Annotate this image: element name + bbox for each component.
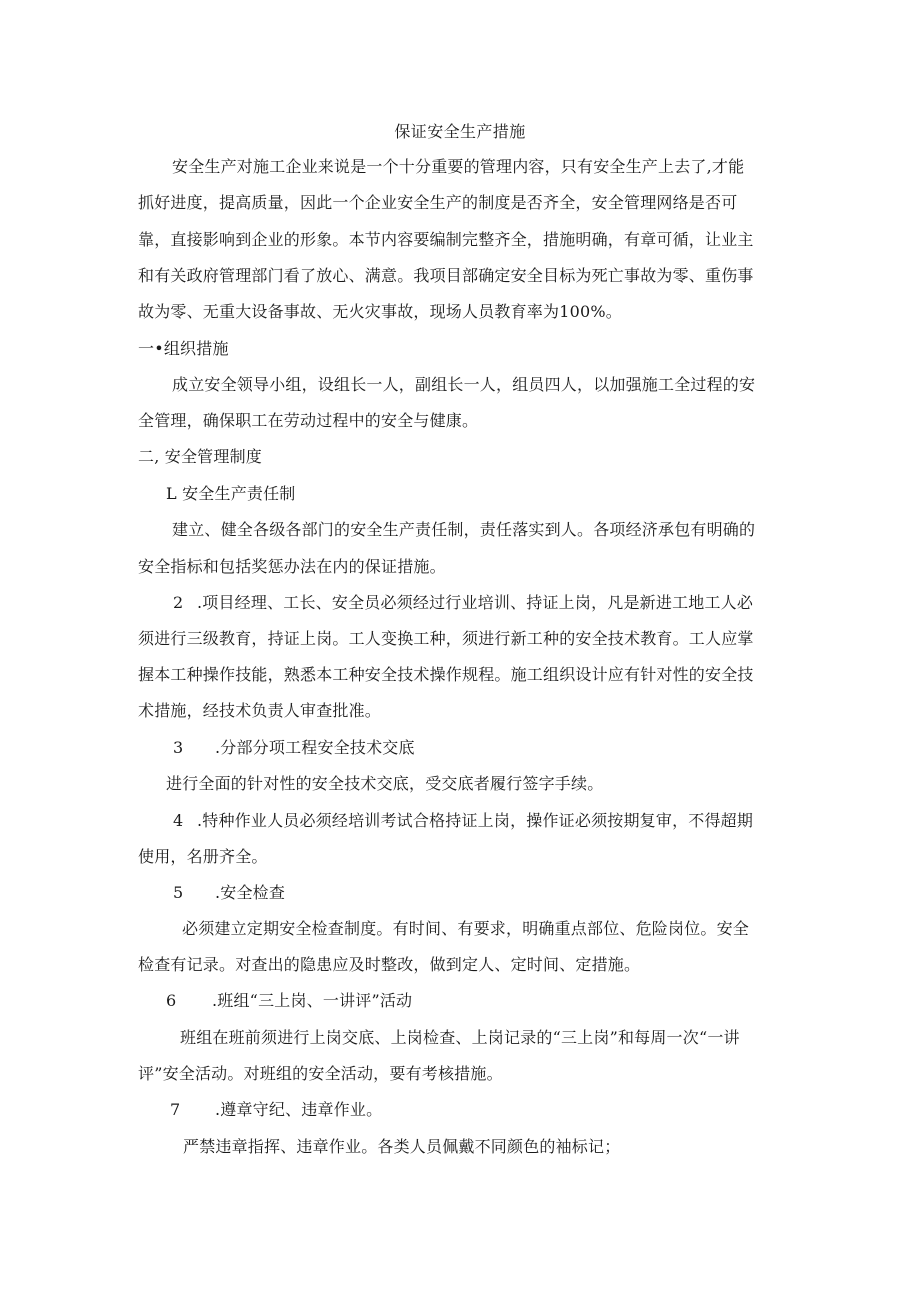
item5-heading: .安全检查	[215, 883, 286, 902]
item3-heading: .分部分项工程安全技术交底	[215, 738, 415, 757]
item6-body-line: 评”安全活动。对班组的安全活动，要有考核措施。	[138, 1064, 503, 1083]
item4-line: 使用，名册齐全。	[138, 847, 268, 866]
item6-heading: .班组“三上岗、一讲评”活动	[212, 991, 413, 1010]
item1-body-line: 安全指标和包括奖惩办法在内的保证措施。	[138, 557, 446, 576]
item4-line: .特种作业人员必须经培训考试合格持证上岗，操作证必须按期复审，不得超期	[197, 811, 754, 830]
intro-line: 故为零、无重大设备事故、无火灾事故，现场人员教育率为100%。	[138, 302, 622, 321]
intro-line: 安全生产对施工企业来说是一个十分重要的管理内容，只有安全生产上去了,才能	[172, 157, 745, 176]
section1-body-line: 全管理，确保职工在劳动过程中的安全与健康。	[138, 411, 479, 430]
item3-body: 进行全面的针对性的安全技术交底，受交底者履行签字手续。	[166, 774, 604, 793]
item2-line: 须进行三级教育，持证上岗。工人变换工种，须进行新工种的安全技术教育。工人应掌	[138, 629, 754, 648]
item2-line: 术措施，经技术负责人审查批准。	[138, 701, 382, 720]
item2-line: 握本工种操作技能，熟悉本工种安全技术操作规程。施工组织设计应有针对性的安全技	[138, 665, 754, 684]
item4-number: 4	[173, 811, 184, 830]
item1-heading: L 安全生产责任制	[166, 484, 296, 503]
item7-body: 严禁违章指挥、违章作业。各类人员佩戴不同颜色的袖标记；	[183, 1137, 621, 1156]
intro-line: 和有关政府管理部门看了放心、满意。我项目部确定安全目标为死亡事故为零、重伤事	[138, 266, 754, 285]
document-title: 保证安全生产措施	[394, 122, 526, 141]
item7-number: 7	[170, 1100, 181, 1119]
section-heading-organization: 一•组织措施	[138, 339, 229, 358]
item7-heading: .遵章守纪、违章作业。	[215, 1100, 383, 1119]
item3-number: 3	[173, 738, 184, 757]
item5-number: 5	[173, 883, 184, 902]
item5-body-line: 必须建立定期安全检查制度。有时间、有要求，明确重点部位、危险岗位。安全	[182, 919, 750, 938]
intro-line: 抓好进度，提高质量，因此一个企业安全生产的制度是否齐全，安全管理网络是否可	[138, 193, 738, 212]
item5-body-line: 检查有记录。对查出的隐患应及时整改，做到定人、定时间、定措施。	[138, 955, 641, 974]
item2-line: .项目经理、工长、安全员必须经过行业培训、持证上岗，凡是新进工地工人必	[197, 593, 754, 612]
item6-number: 6	[166, 991, 177, 1010]
item1-body-line: 建立、健全各级各部门的安全生产责任制，责任落实到人。各项经济承包有明确的	[172, 520, 756, 539]
item6-body-line: 班组在班前须进行上岗交底、上岗检查、上岗记录的“三上岗”和每周一次“一讲	[180, 1028, 740, 1047]
section1-body-line: 成立安全领导小组，设组长一人，副组长一人，组员四人，以加强施工全过程的安	[172, 375, 756, 394]
intro-line: 靠，直接影响到企业的形象。本节内容要编制完整齐全，措施明确，有章可循，让业主	[138, 230, 754, 249]
item2-number: 2	[173, 593, 184, 612]
section-heading-management: 二, 安全管理制度	[138, 447, 262, 466]
